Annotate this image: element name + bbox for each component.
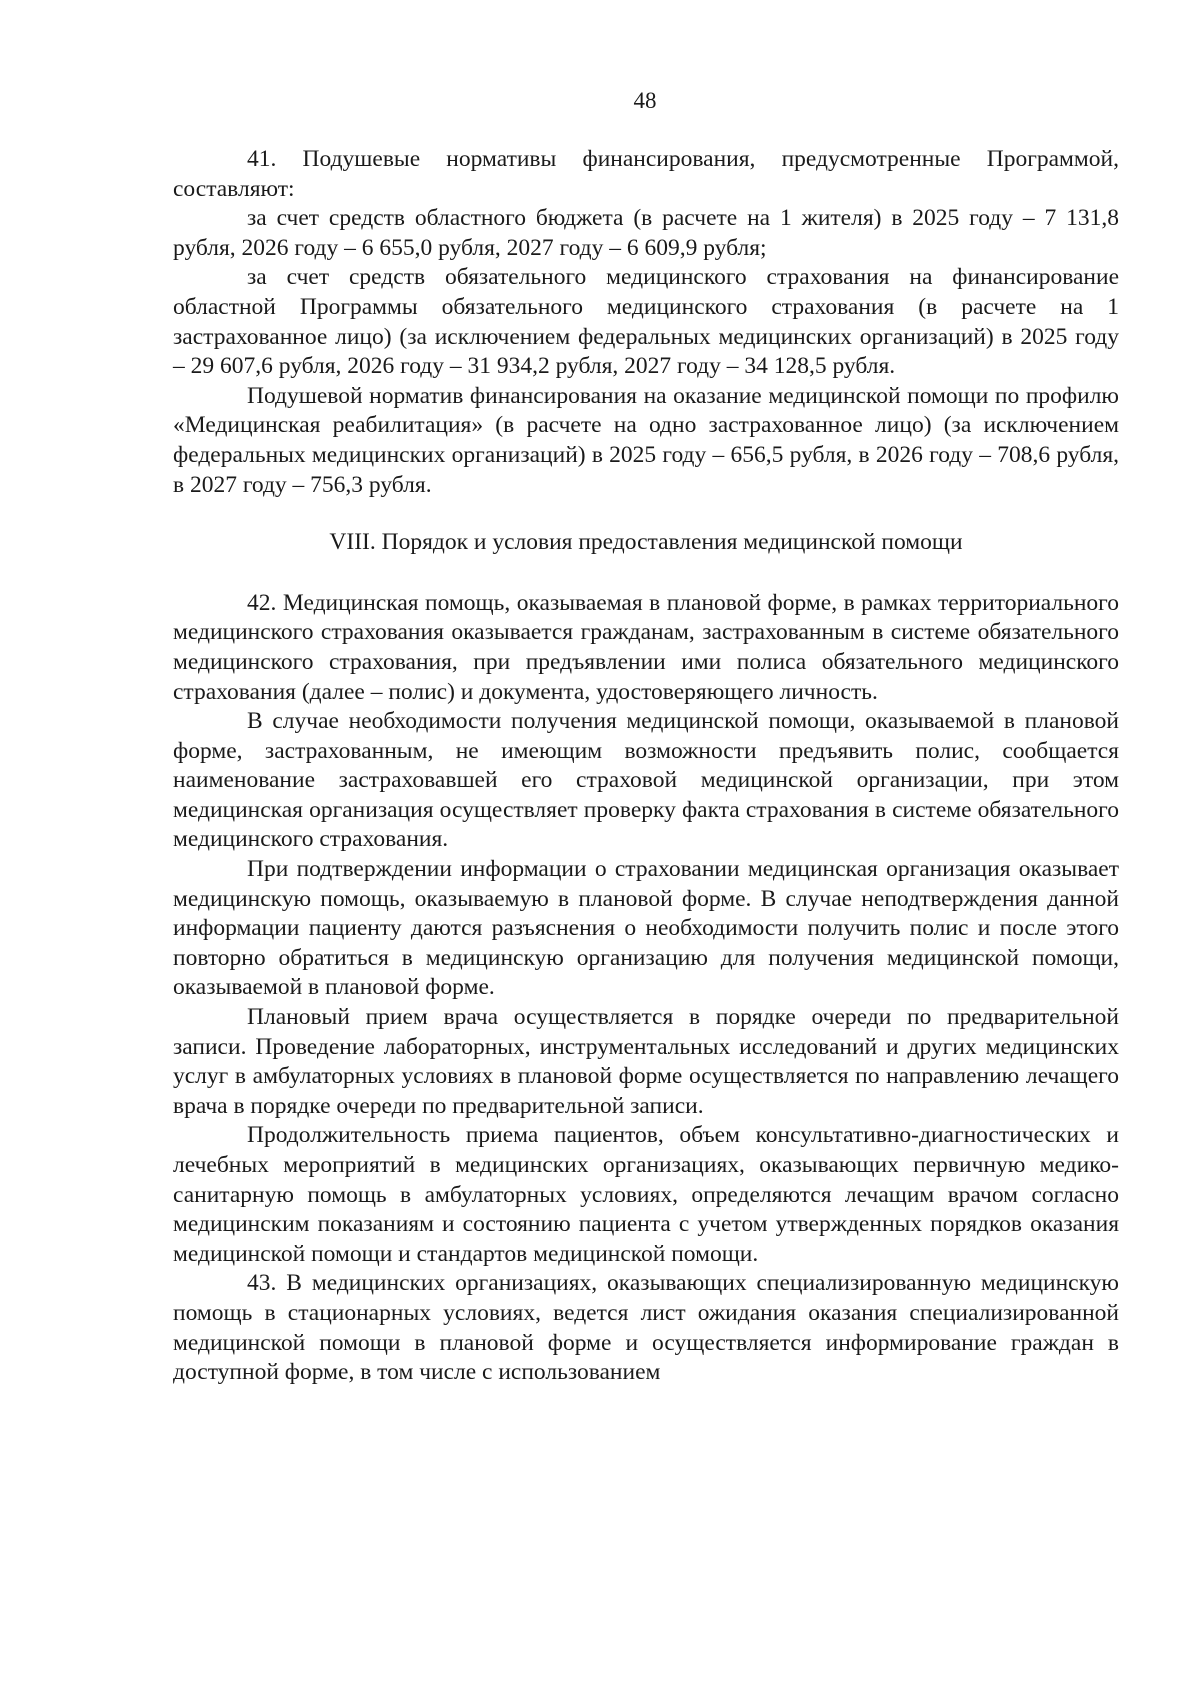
paragraph-42: 42. Медицинская помощь, оказываемая в плановой форме, в рамках территориального медицинского страхования оказывается гражданам, застрахованным в системе обязательного медицинского страхования, при предъявлении ими полиса обязательного медицинского страхования (далее – полис) и документа, удостоверяющего личность.: [173, 589, 1119, 705]
document-body: [173, 145, 1119, 1388]
paragraph-no-policy: В случае необходимости получения медицинской помощи, оказываемой в плановой форме, застрахованным, не имеющим возможности предъявить полис, сообщается наименование застраховавшей его страховой медицинской организации, при этом медицинская организация осуществляет проверку факта страхования в системе обязательного медицинского страхования.: [173, 708, 1119, 853]
paragraph-41: 41. Подушевые нормативы финансирования, предусмотренные Программой, составляют:: [173, 146, 1119, 202]
paragraph-rehabilitation-norm: Подушевой норматив финансирования на оказание медицинской помощи по профилю «Медицинская реабилитация» (в расчете на одно застрахованное лицо) (за исключением федеральных медицинских организаций) в 2025 году – 656,5 рубля, в 2026 году – 708,6 рубля, в 2027 году – 756,3 рубля.: [173, 382, 1119, 498]
paragraph-planned-visit: Плановый прием врача осуществляется в порядке очереди по предварительной записи. Проведение лабораторных, инструментальных исследований и других медицинских услуг в амбулаторных условиях в плановой форме осуществляется по направлению лечащего врача в порядке очереди по предварительной записи.: [173, 1004, 1119, 1119]
paragraph-oms-funding: за счет средств обязательного медицинского страхования на финансирование областной Программы обязательного медицинского страхования (в расчете на 1 застрахованное лицо) (за исключением федеральных медицинских организаций) в 2025 году – 29 607,6 рубля, 2026 году – 31 934,2 рубля, 2027 году – 34 128,5 рубля.: [173, 264, 1119, 380]
section-heading: VIII. Порядок и условия предоставления медицинской помощи: [329, 529, 963, 556]
paragraph-confirmation: При подтверждении информации о страховании медицинская организация оказывает медицинскую помощь, оказываемую в плановой форме. В случае неподтверждения данной информации пациенту даются разъяснения о необходимости получить полис и после этого повторно обратиться в медицинскую организацию для получения медицинской помощи, оказываемой в плановой форме.: [173, 856, 1119, 1001]
paragraph-regional-budget: за счет средств областного бюджета (в расчете на 1 жителя) в 2025 году – 7 131,8 рубля, 2026 году – 6 655,0 рубля, 2027 году – 6 609,9 рубля;: [173, 205, 1119, 261]
paragraph-43: 43. В медицинских организациях, оказывающих специализированную медицинскую помощь в стационарных условиях, ведется лист ожидания оказания специализированной медицинской помощи в плановой форме и осуществляется информирование граждан в доступной форме, в том числе с использованием: [173, 1270, 1119, 1386]
paragraph-duration: Продолжительность приема пациентов, объем консультативно-диагностических и лечебных мероприятий в медицинских организациях, оказывающих первичную медико-санитарную помощь в амбулаторных условиях, определяются лечащим врачом согласно медицинским показаниям и состоянию пациента с учетом утвержденных порядков оказания медицинской помощи и стандартов медицинской помощи.: [173, 1122, 1119, 1267]
page-number: 48: [633, 88, 657, 113]
